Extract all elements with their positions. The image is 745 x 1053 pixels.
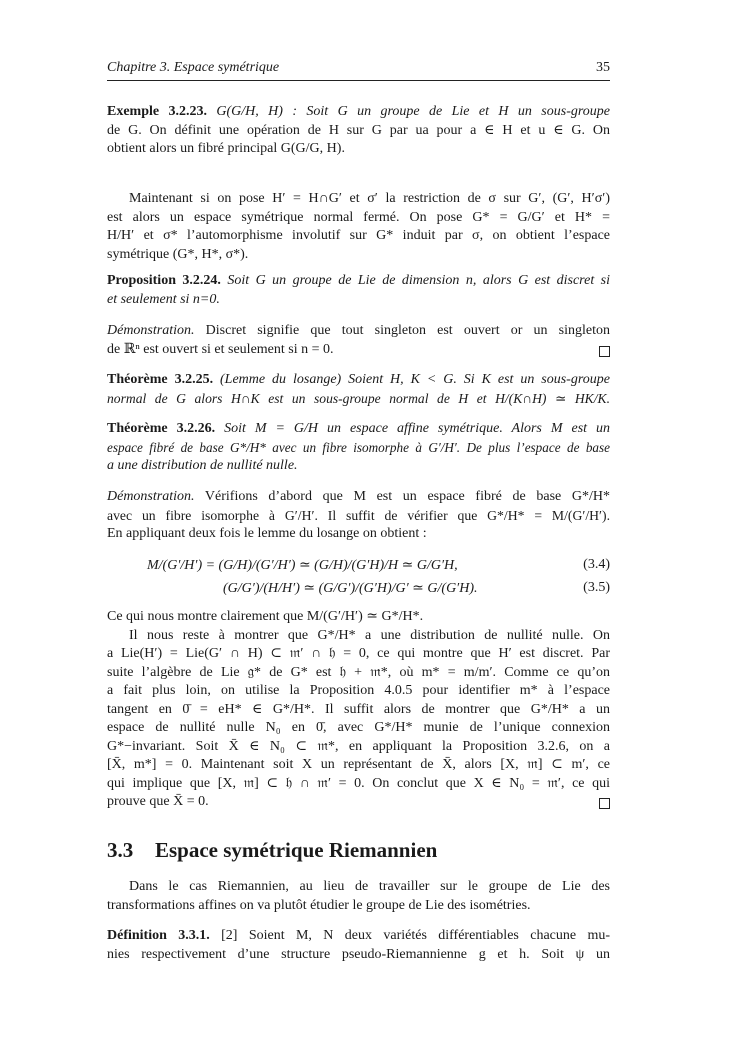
para1-line-3: H/H′ et σ* l’automorphisme involutif sur G* induit par σ, on obtient l’espace xyxy=(107,228,610,243)
thm26-line-2: espace fibré de base G*/H* avec un fibre isomorphe à G′/H′. De plus l’espace de base xyxy=(107,439,610,455)
para2-line-1: Dans le cas Riemannien, au lieu de travailler sur le groupe de Lie des xyxy=(129,879,610,894)
header-rule xyxy=(107,80,610,81)
conclusion-line-3: a Lie(H′) = Lie(G′ ∩ H) ⊂ 𝔪′ ∩ 𝔥 = 0, ce qui montre que H′ est discret. Par xyxy=(107,646,610,661)
para1-line-2: est alors un espace symétrique normal fermé. On pose G* = G/G′ et H* = xyxy=(107,209,610,225)
example-label: Exemple 3.2.23. xyxy=(107,104,207,119)
theorem-3-2-25 xyxy=(107,371,610,408)
chapter-title: Chapitre 3. Espace symétrique xyxy=(107,60,280,75)
page-number: 35 xyxy=(596,60,610,75)
paragraph-riemannien xyxy=(107,878,610,915)
conclusion-line-7: espace de nullité nulle N₀ en 0̄, avec G*/H* munie de l’unique connexion xyxy=(107,720,610,735)
conclusion-paragraph xyxy=(107,608,610,812)
proposition-3-2-24 xyxy=(107,272,610,309)
para1-line-1: Maintenant si on pose H′ = H∩G′ et σ′ la restriction de σ sur G′, (G′, H′σ′) xyxy=(129,191,610,206)
thm26-line-3: a une distribution de nullité nulle. xyxy=(107,458,298,473)
conclusion-line-10: qui implique que [X, 𝔪] ⊂ 𝔥 ∩ 𝔪′ = 0. On conclut que X ∈ N₀ = 𝔪′, ce qui xyxy=(107,775,610,791)
paragraph-maintenant xyxy=(107,190,610,264)
theorem-3-2-26 xyxy=(107,420,610,476)
thm25-line-2: normal de G alors H∩K est un sous-groupe normal de H et H/(K∩H) ≃ HK/K. xyxy=(107,390,610,406)
prop-line-1: Soit G un groupe de Lie de dimension n, alors G est discret si xyxy=(227,273,610,288)
demonstration-2 xyxy=(107,488,610,544)
equation-3-5: (G/G′)/(H/H′) ≃ (G/G′)/(G′H)/G′ ≃ G/(G′H). xyxy=(223,581,478,596)
prop-line-2: et seulement si n=0. xyxy=(107,291,220,307)
demo1-label: Démonstration. xyxy=(107,323,195,338)
def-line-2: nies respectivement d’une structure pseudo-Riemannienne g et h. Soit ψ un xyxy=(107,946,610,962)
thm25-line-1: (Lemme du losange) Soient H, K < G. Si K est un sous-groupe xyxy=(220,372,610,387)
conclusion-line-8: G*−invariant. Soit X̄ ∈ N₀ ⊂ 𝔪*, en appliquant la Proposition 3.2.6, on a xyxy=(107,738,610,754)
def-label: Définition 3.3.1. xyxy=(107,928,210,943)
demo2-line-2: avec un fibre isomorphe à G′/H′. Il suffit de vérifier que G*/H* = M/(G′/H′). xyxy=(107,507,610,523)
demo2-line-1: Vérifions d’abord que M est un espace fibré de base G*/H* xyxy=(204,489,610,504)
section-heading xyxy=(107,838,437,863)
conclusion-line-1: Ce qui nous montre clairement que M/(G′/H′) ≃ G*/H*. xyxy=(107,609,424,624)
para2-line-2: transformations affines on va plutôt étudier le groupe de Lie des isométries. xyxy=(107,897,531,913)
conclusion-line-5: a fait plus loin, on utilise la Proposition 4.0.5 pour identifier m* à l’espace xyxy=(107,683,610,698)
conclusion-line-4: suite l’algèbre de Lie 𝔤* de G* est 𝔥 + 𝔪*, où m* = m/m′. Comme ce qu’on xyxy=(107,664,610,680)
demonstration-1 xyxy=(107,322,610,359)
example-line-3: obtient alors un fibré principal G(G/G, H). xyxy=(107,141,345,156)
qed-symbol-2 xyxy=(599,798,610,809)
qed-symbol xyxy=(599,346,610,357)
section-number: 3.3 xyxy=(107,838,134,862)
demo1-line-1: Discret signifie que tout singleton est ouvert or un singleton xyxy=(205,323,611,338)
thm26-line-1: Soit M = G/H un espace affine symétrique. Alors M est un xyxy=(224,421,611,436)
example-3-2-23 xyxy=(107,103,610,159)
demo1-line-2: de ℝⁿ est ouvert si et seulement si n = 0. xyxy=(107,341,334,357)
para1-line-4: symétrique (G*, H*, σ*). xyxy=(107,246,249,262)
running-header xyxy=(107,60,610,78)
section-title: Espace symétrique Riemannien xyxy=(155,838,438,862)
demo2-line-3: En appliquant deux fois le lemme du losange on obtient : xyxy=(107,526,427,541)
def-line-1: [2] Soient M, N deux variétés différentiables chacune mu- xyxy=(221,928,611,943)
conclusion-line-6: tangent en 0̄ = eH* ∈ G*/H*. Il suffit alors de montrer que G*/H* a un xyxy=(107,701,610,717)
definition-3-3-1 xyxy=(107,927,610,964)
thm25-label: Théorème 3.2.25. xyxy=(107,372,214,387)
example-line-2: de G. On définit une opération de H sur G par ua pour a ∈ H et u ∈ G. On xyxy=(107,122,610,138)
conclusion-line-11: prouve que X̄ = 0. xyxy=(107,794,209,809)
thm26-label: Théorème 3.2.26. xyxy=(107,421,216,436)
demo2-label: Démonstration. xyxy=(107,489,195,504)
equation-3-4: M/(G′/H′) = (G/H)/(G′/H′) ≃ (G/H)/(G′H)/H ≃ G/G′H, xyxy=(147,558,458,573)
example-line-1: G(G/H, H) : Soit G un groupe de Lie et H un sous-groupe xyxy=(216,104,611,119)
conclusion-line-9: [X̄, m*] = 0. Maintenant soit X un représentant de X̄, alors [X, 𝔪] ⊂ m′, ce xyxy=(107,757,610,772)
equation-number-3-4: (3.4) xyxy=(583,557,610,572)
prop-label: Proposition 3.2.24. xyxy=(107,273,221,288)
equation-number-3-5: (3.5) xyxy=(583,580,610,595)
conclusion-line-2: Il nous reste à montrer que G*/H* a une distribution de nullité nulle. On xyxy=(129,627,610,643)
